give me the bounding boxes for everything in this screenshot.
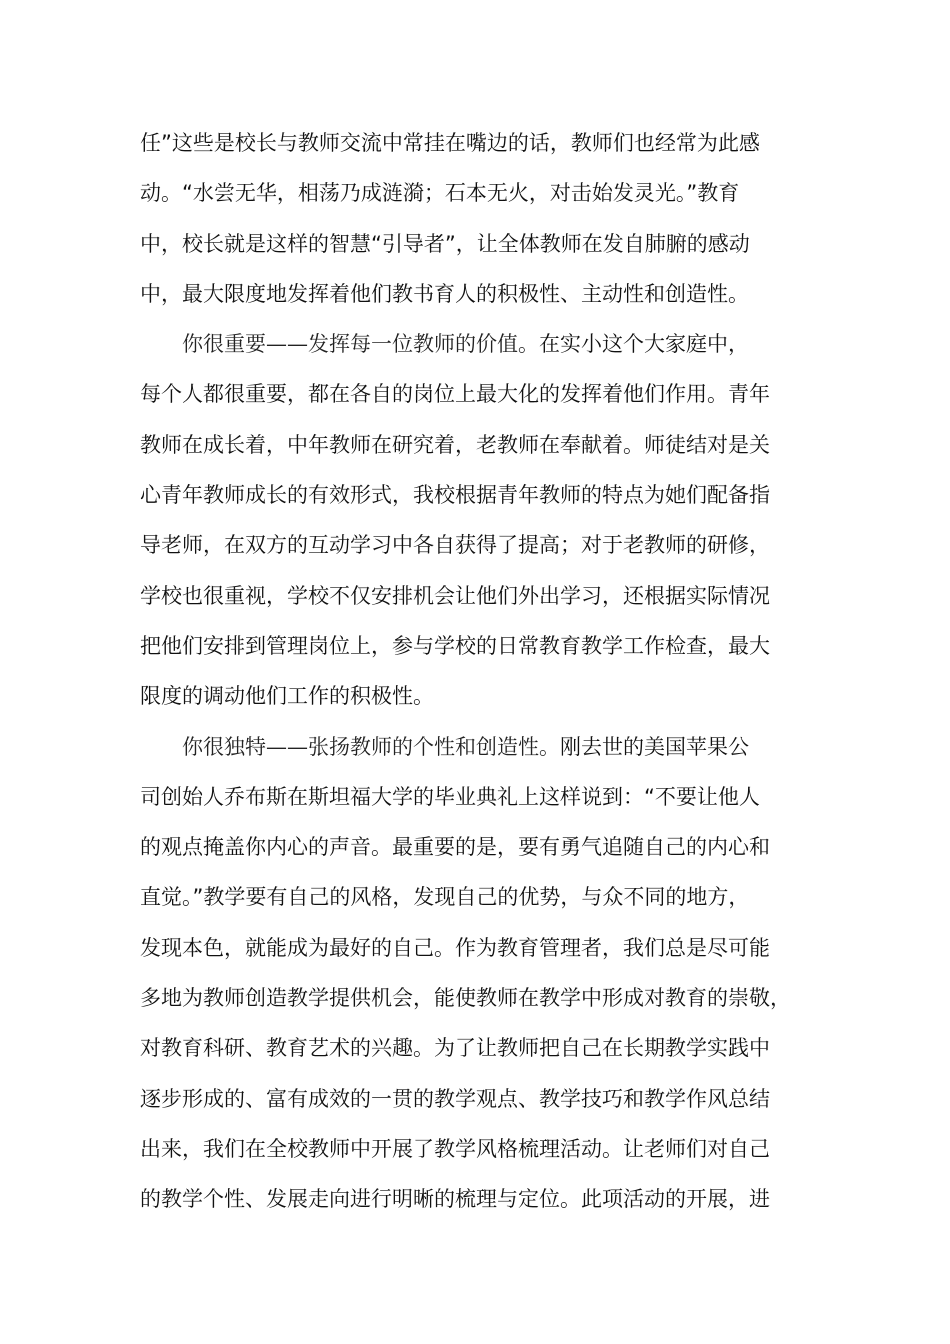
paragraph-first-line bbox=[140, 319, 830, 369]
text-line: 的教学个性、发展走向进行明晰的梳理与定位。此项活动的开展，进 bbox=[140, 1187, 770, 1212]
text-line: 动。“水尝无华，相荡乃成涟漪；石本无火，对击始发灵光。”教育 bbox=[140, 181, 740, 206]
text-line: 教师在成长着，中年教师在研究着，老教师在奉献着。师徒结对是关 bbox=[140, 432, 770, 457]
body-text bbox=[140, 118, 830, 1225]
text-line: 直觉。”教学要有自己的风格，发现自己的优势，与众不同的地方， bbox=[140, 885, 750, 910]
paragraph-first-line bbox=[140, 722, 830, 772]
text-line: 出来，我们在全校教师中开展了教学风格梳理活动。让老师们对自己 bbox=[140, 1136, 770, 1161]
paragraph-lead: 你很独特——张扬教师的个性和创造性。 bbox=[182, 734, 560, 759]
text-line: 的观点掩盖你内心的声音。最重要的是，要有勇气追随自己的内心和 bbox=[140, 835, 770, 860]
text-line: 中，校长就是这样的智慧“引导者”，让全体教师在发自肺腑的感动 bbox=[140, 231, 750, 256]
text-line: 逐步形成的、富有成效的一贯的教学观点、教学技巧和教学作风总结 bbox=[140, 1086, 770, 1111]
text-line: 司创始人乔布斯在斯坦福大学的毕业典礼上这样说到：“不要让他人 bbox=[140, 784, 760, 809]
text-line: 多地为教师创造教学提供机会，能使教师在教学中形成对教育的崇敬， bbox=[140, 986, 791, 1011]
paragraph-lead: 你很重要——发挥每一位教师的价值。 bbox=[182, 332, 539, 357]
text-line: 把他们安排到管理岗位上，参与学校的日常教育教学工作检查，最大 bbox=[140, 633, 770, 658]
text-line: 每个人都很重要，都在各自的岗位上最大化的发挥着他们作用。青年 bbox=[140, 382, 770, 407]
text-line: 学校也很重视，学校不仅安排机会让他们外出学习，还根据实际情况 bbox=[140, 583, 770, 608]
text-line: 发现本色，就能成为最好的自己。作为教育管理者，我们总是尽可能 bbox=[140, 935, 770, 960]
text-line: 中，最大限度地发挥着他们教书育人的积极性、主动性和创造性。 bbox=[140, 281, 749, 306]
text-line: 心青年教师成长的有效形式，我校根据青年教师的特点为她们配备指 bbox=[140, 483, 770, 508]
text-line: 导老师，在双方的互动学习中各自获得了提高；对于老教师的研修， bbox=[140, 533, 770, 558]
text-line: 限度的调动他们工作的积极性。 bbox=[140, 684, 434, 709]
paragraph-text: 在实小这个大家庭中， bbox=[539, 332, 749, 357]
text-line: 任”这些是校长与教师交流中常挂在嘴边的话，教师们也经常为此感 bbox=[140, 131, 760, 155]
paragraph-text: 刚去世的美国苹果公 bbox=[560, 734, 749, 759]
text-line: 对教育科研、教育艺术的兴趣。为了让教师把自己在长期教学实践中 bbox=[140, 1036, 770, 1061]
